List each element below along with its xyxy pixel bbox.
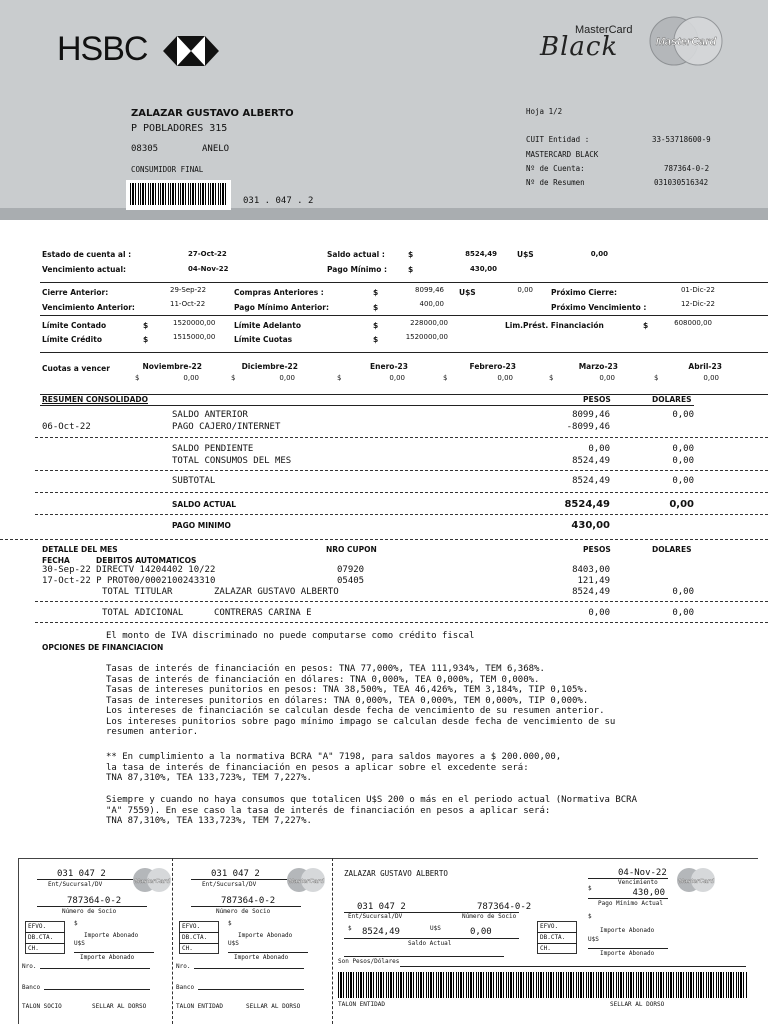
bcra-note-line: ** En cumplimiento a la normativa BCRA "A" 7198, para saldos mayores a $ 200.000,00, [106,752,562,762]
vencimiento-label: Vencimiento actual: [42,265,127,274]
stub-banco-label: Banco [22,984,41,991]
importe-abonado-usd-caption: Importe Abonado [600,950,655,957]
section-rule [40,282,768,283]
customer-barcode [130,183,228,205]
coupon-rule [344,938,519,939]
stub-cheque-option[interactable]: CH. [28,945,39,952]
saldo-anterior-dolares: 0,00 [672,410,694,420]
total-adicional-label: TOTAL ADICIONAL [102,608,184,618]
stub-banco-line[interactable] [198,989,304,990]
coupon-saldo-value: 8524,49 [362,927,400,937]
coupon-saldo-usd-value: 0,00 [470,927,492,937]
financing-rate-line: Los intereses punitorios sobre pago mínimo impago se calculan desde fecha de vencimiento de su [106,716,616,727]
stub-branch: 031 047 2 [57,869,106,879]
detalle-col-dolares: DOLARES [652,545,692,554]
limite-adelanto-label: Límite Adelanto [234,321,301,330]
limite-adelanto-value: 228000,00 [410,319,448,327]
proximo-cierre-date: 01-Dic-22 [680,286,715,294]
cuit-label: CUIT Entidad : [526,135,590,144]
stub-rule [37,906,147,907]
stub-banco-line[interactable] [44,989,150,990]
stub-branch-caption: Ent/Sucursal/DV [48,881,103,888]
detalle-row-pesos: 121,49 [577,576,610,586]
branch-code: 031 . 047 . 2 [243,196,314,206]
account-value: 787364-0-2 [664,164,710,173]
page-number: Hoja 1/2 [526,107,563,116]
usd-note-line: Siempre y cuando no haya consumos que totalicen U$S 200 o más en el periodo actual (Normativa BCRA [106,795,638,805]
pago-minimo-anterior-currency: $ [373,303,379,312]
coupon-main-name: ZALAZAR GUSTAVO ALBERTO [344,869,448,878]
iva-note: El monto de IVA discriminado no puede computarse como crédito fiscal [106,631,475,641]
mastercard-logo-icon [648,14,724,68]
detalle-separator [35,622,768,623]
stub-importe-caption: Importe Abonado [84,932,139,939]
stub-importe-usd-caption: Importe Abonado [80,954,135,961]
stub-box-rule [179,943,219,944]
mastercard-logo-text: MasterCard [134,878,170,885]
stub-nro-label: Nro. [176,963,191,970]
coupon-saldo-caption: Saldo Actual [408,940,452,947]
saldo-actual-row-pesos: 8524,49 [564,499,610,510]
detalle-title: DETALLE DEL MES [42,545,118,554]
mastercard-logo-text: MasterCard [655,36,717,48]
limite-prestamo-value: 608000,00 [674,319,712,327]
compras-usd-label: U$S [459,288,476,297]
coupon-main-branch: 031 047 2 [357,902,406,912]
pago-cajero-label: PAGO CAJERO/INTERNET [172,422,281,432]
pago-minimo-value: 430,00 [469,265,497,273]
coupon-due-date: 04-Nov-22 [618,868,667,878]
stub-branch-caption: Ent/Sucursal/DV [202,881,257,888]
installment-month: Enero-23 [370,362,408,371]
installment-value: 0,00 [389,374,405,382]
card-tier-text: Black [540,32,619,62]
pago-minimo-row-label: PAGO MINIMO [172,521,231,530]
section-rule [40,315,768,316]
limite-cuotas-currency: $ [373,335,379,344]
stub-cheque-option[interactable]: CH. [182,945,193,952]
financing-rate-line: Los intereses de financiación se calculan desde fecha de vencimiento de su resumen anterior. [106,706,605,716]
importe-currency: $ [588,913,592,920]
detalle-row-text: 17-Oct-22 P PROT00/0002100243310 [42,576,216,586]
section-rule [40,352,768,353]
saldo-usd-value: 0,00 [590,250,608,258]
cierre-anterior-label: Cierre Anterior: [42,288,109,297]
hsbc-hexagon-icon [163,36,219,66]
detalle-separator [35,601,768,602]
coupon-min-currency: $ [588,885,592,892]
talon-entidad-main: TALON ENTIDAD [338,1001,385,1008]
customer-address: P POBLADORES 315 [131,123,228,134]
stub-debito-option[interactable]: DB.CTA. [182,934,208,941]
coupon-min-value: 430,00 [632,888,665,898]
stub-rule [74,952,154,953]
resumen-separator [35,492,768,493]
stub-nro-line[interactable] [194,968,304,969]
compras-currency: $ [373,288,379,297]
bcra-note-line: TNA 87,310%, TEA 133,723%, TEM 7,227%. [106,773,312,783]
mastercard-logo-text: MasterCard [678,878,714,885]
installment-value: 0,00 [183,374,199,382]
resumen-separator [35,437,768,438]
subtotal-label: SUBTOTAL [172,476,216,486]
coupon-rule [588,948,668,949]
resumen-col-dolares: DOLARES [652,395,692,404]
stub-talon-label: TALON ENTIDAD [176,1003,223,1010]
stub-branch: 031 047 2 [211,869,260,879]
coupon-main-account-caption: Número de Socio [462,913,517,920]
estado-date: 27-Oct-22 [188,250,227,258]
cuotas-label: Cuotas a vencer [42,364,110,373]
limite-prestamo-label: Lim.Prést. Financiación [505,321,604,330]
financing-rate-line: Tasas de intereses punitorios en dólares: TNA 0,000%, TEA 0,000%, TEM 0,000%, TIP 0,000%. [106,695,589,706]
saldo-currency: $ [408,250,414,259]
installment-month: Abril-23 [688,362,722,371]
limite-contado-value: 1520000,00 [173,319,216,327]
limite-prestamo-currency: $ [643,321,649,330]
total-adicional-dolares: 0,00 [672,608,694,618]
saldo-actual-row-dolares: 0,00 [669,499,694,510]
mastercard-logo-icon [674,866,718,894]
pago-minimo-row-pesos: 430,00 [571,520,610,531]
limite-contado-currency: $ [143,321,149,330]
saldo-actual-value: 8524,49 [465,250,497,258]
coupon-rule [344,956,504,957]
payment-barcode [338,972,748,998]
installment-month: Noviembre-22 [142,362,202,371]
total-titular-pesos: 8524,49 [572,587,610,597]
customer-zip: 08305 [131,144,159,154]
saldo-usd-label: U$S [517,250,534,259]
installment-value: 0,00 [279,374,295,382]
card-product: MASTERCARD BLACK [526,150,599,159]
stub-debito-option[interactable]: DB.CTA. [28,934,54,941]
resumen-separator [35,514,768,515]
stub-efectivo-option[interactable]: EFVO. [182,923,201,930]
installment-value: 0,00 [497,374,513,382]
resumen-header-rule [40,405,694,406]
financing-rate-line: Tasas de interés de financiación en pesos: TNA 77,000%, TEA 111,934%, TEM 6,368%. [106,664,545,674]
stub-account-caption: Número de Socio [62,908,117,915]
stub-rule [228,952,308,953]
estado-label: Estado de cuenta al : [42,250,132,259]
saldo-pendiente-pesos: 0,00 [588,444,610,454]
installment-currency: $ [443,374,448,382]
saldo-anterior-label: SALDO ANTERIOR [172,410,248,420]
sellar-dorso-main: SELLAR AL DORSO [610,1001,665,1008]
payment-method-box-rule [537,932,577,933]
installment-month: Marzo-23 [578,362,618,371]
financing-rate-line: resumen anterior. [106,727,199,737]
pago-minimo-anterior-value: 400,00 [419,300,444,308]
proximo-vencimiento-label: Próximo Vencimiento : [551,303,647,312]
total-adicional-name: CONTRERAS CARINA E [214,608,312,618]
compras-anteriores-value: 8099,46 [415,286,444,294]
coupon-top-rule [18,858,758,859]
detalle-fecha-label: FECHA [42,556,70,565]
bcra-note-line: la tasa de interés de financiación en pesos a aplicar sobre el excedente será: [106,762,529,773]
pago-minimo-anterior-label: Pago Mínimo Anterior: [234,303,329,312]
debito-cuenta-option[interactable]: DB.CTA. [540,934,566,941]
financing-rate-line: Tasas de intereses punitorios en pesos: TNA 38,500%, TEA 46,426%, TEM 3,184%, TIP 0,105%. [106,685,589,695]
vencimiento-date: 04-Nov-22 [188,265,229,273]
installment-currency: $ [654,374,659,382]
limite-cuotas-label: Límite Cuotas [234,335,293,344]
detalle-row-cupon: 05405 [337,576,365,586]
limite-cuotas-value: 1520000,00 [405,333,448,341]
cuit-value: 33-53718600-9 [652,135,711,144]
pago-minimo-label: Pago Mínimo : [327,265,388,274]
son-pesos-caption: Son Pesos/Dólares [338,958,400,965]
total-titular-name: ZALAZAR GUSTAVO ALBERTO [214,587,339,597]
payment-method-box-rule [537,943,577,944]
installment-month: Febrero-23 [469,362,516,371]
proximo-vencimiento-date: 12-Dic-22 [680,300,715,308]
usd-note-line: TNA 87,310%, TEA 133,723%, TEM 7,227%. [106,816,312,826]
importe-usd-label: U$S [588,936,599,943]
saldo-anterior-pesos: 8099,46 [572,410,610,420]
compras-usd-value: 0,00 [517,286,533,294]
stub-usd-label: U$S [228,940,239,947]
saldo-actual-row-label: SALDO ACTUAL [172,500,237,509]
pago-date: 06-Oct-22 [42,422,91,432]
coupon-divider [332,858,333,1024]
installment-currency: $ [231,374,236,382]
stub-nro-line[interactable] [40,968,150,969]
resumen-title: RESUMEN CONSOLIDADO [42,395,148,404]
consumos-dolares: 0,00 [672,456,694,466]
usd-note-line: "A" 7559). En ese caso la tasa de interés de financiación en pesos a aplicar será: [106,805,551,816]
efectivo-option[interactable]: EFVO. [540,923,559,930]
customer-city: ANELO [202,144,230,154]
stub-sellar-label: SELLAR AL DORSO [246,1003,301,1010]
installment-value: 0,00 [703,374,719,382]
coupon-divider [18,858,19,1024]
coupon-main-account: 787364-0-2 [477,902,532,912]
customer-tax-condition: CONSUMIDOR FINAL [131,165,204,174]
coupon-saldo-currency: $ [348,925,352,932]
installment-currency: $ [337,374,342,382]
mastercard-logo-icon [284,866,328,894]
mastercard-logo-text: MasterCard [288,878,324,885]
limite-adelanto-currency: $ [373,321,379,330]
limite-contado-label: Límite Contado [42,321,107,330]
card-brand-line: MasterCard [575,24,633,36]
stub-currency: $ [228,920,232,927]
total-adicional-pesos: 0,00 [588,608,610,618]
stub-importe-caption: Importe Abonado [238,932,293,939]
coupon-rule [588,898,668,899]
installment-month: Diciembre-22 [241,362,298,371]
stub-efectivo-option[interactable]: EFVO. [28,923,47,930]
pago-currency: $ [408,265,414,274]
importe-abonado-caption: Importe Abonado [600,927,655,934]
stub-importe-usd-caption: Importe Abonado [234,954,289,961]
detalle-row-cupon: 07920 [337,565,365,575]
opciones-title: OPCIONES DE FINANCIACION [42,643,164,652]
stub-box-rule [179,932,219,933]
vencimiento-anterior-label: Vencimiento Anterior: [42,303,135,312]
stub-account: 787364-0-2 [67,896,122,906]
resumen-separator [35,470,768,471]
saldo-actual-label: Saldo actual : [327,250,385,259]
stub-sellar-label: SELLAR AL DORSO [92,1003,147,1010]
bank-logo: HSBC [57,30,148,68]
detalle-row-text: 30-Sep-22 DIRECTV 14204402 10/22 [42,565,216,575]
resumen-end-separator [0,539,768,540]
stub-nro-label: Nro. [22,963,37,970]
limite-credito-label: Límite Crédito [42,335,102,344]
installment-currency: $ [135,374,140,382]
coupon-min-caption: Pago Mínimo Actual [598,900,664,907]
stub-rule [191,906,301,907]
stub-account: 787364-0-2 [221,896,276,906]
stub-box-rule [25,943,65,944]
consumos-label: TOTAL CONSUMOS DEL MES [172,456,292,466]
saldo-pendiente-label: SALDO PENDIENTE [172,444,254,454]
stub-account-caption: Número de Socio [216,908,271,915]
summary-number-value: 031030516342 [654,178,709,187]
consumos-pesos: 8524,49 [572,456,610,466]
detalle-col-cupon: NRO CUPON [326,545,377,554]
coupon-main-branch-caption: Ent/Sucursal/DV [348,913,403,920]
summary-number-label: Nº de Resumen [526,178,585,187]
limite-credito-value: 1515000,00 [173,333,216,341]
detalle-row-pesos: 8403,00 [572,565,610,575]
subtotal-pesos: 8524,49 [572,476,610,486]
header-divider [0,208,768,220]
limite-credito-currency: $ [143,335,149,344]
stub-usd-label: U$S [74,940,85,947]
compras-anteriores-label: Compras Anteriores : [234,288,324,297]
resumen-col-pesos: PESOS [583,395,611,404]
saldo-pendiente-dolares: 0,00 [672,444,694,454]
pago-cajero-pesos: -8099,46 [566,422,610,432]
stub-talon-label: TALON SOCIO [22,1003,62,1010]
mastercard-logo-icon [130,866,174,894]
customer-name: ZALAZAR GUSTAVO ALBERTO [131,108,294,119]
total-titular-dolares: 0,00 [672,587,694,597]
total-titular-label: TOTAL TITULAR [102,587,173,597]
son-pesos-line[interactable] [400,966,746,967]
detalle-col-pesos: PESOS [583,545,611,554]
subtotal-dolares: 0,00 [672,476,694,486]
account-label: Nº de Cuenta: [526,164,585,173]
coupon-saldo-usd-label: U$S [430,925,441,932]
stub-banco-label: Banco [176,984,195,991]
installment-value: 0,00 [599,374,615,382]
cheque-option[interactable]: CH. [540,945,551,952]
installment-currency: $ [549,374,554,382]
debitos-automaticos-label: DEBITOS AUTOMATICOS [96,556,197,565]
vencimiento-anterior-date: 11-Oct-22 [170,300,206,308]
proximo-cierre-label: Próximo Cierre: [551,288,617,297]
stub-currency: $ [74,920,78,927]
financing-rate-line: Tasas de interés de financiación en dólares: TNA 0,000%, TEA 0,000%, TEM 0,000%. [106,674,540,685]
stub-box-rule [25,932,65,933]
coupon-due-caption: Vencimiento [618,879,658,886]
cierre-anterior-date: 29-Sep-22 [170,286,207,294]
